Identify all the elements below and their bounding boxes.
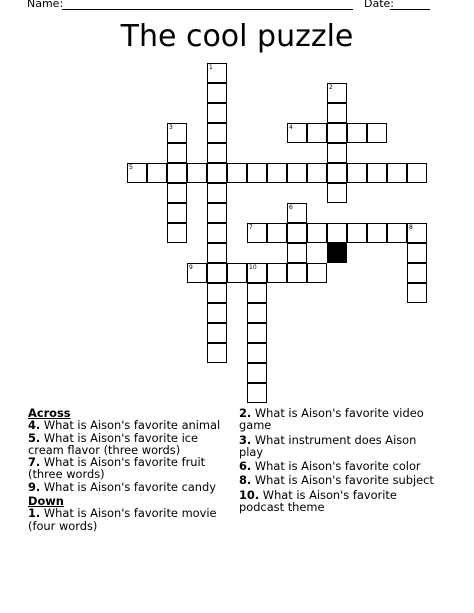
down-clue: 1. What is Aison's favorite movie (four words) <box>28 506 217 533</box>
grid-cell[interactable] <box>327 223 347 243</box>
grid-cell[interactable] <box>247 343 267 363</box>
grid-cell[interactable] <box>327 183 347 203</box>
grid-cell[interactable] <box>327 163 347 183</box>
grid-cell[interactable] <box>327 123 347 143</box>
grid-cell[interactable] <box>267 223 287 243</box>
grid-cell[interactable] <box>167 163 187 183</box>
grid-cell[interactable] <box>407 263 427 283</box>
across-clue: 7. What is Aison's favorite fruit (three words) <box>28 455 206 482</box>
grid-cell[interactable] <box>347 163 367 183</box>
grid-cell[interactable] <box>147 163 167 183</box>
grid-cell[interactable] <box>167 123 187 143</box>
grid-cell[interactable] <box>367 123 387 143</box>
grid-cell[interactable] <box>207 203 227 223</box>
clue-number: 5 <box>129 164 133 171</box>
date-label: Date: <box>364 0 394 10</box>
grid-cell[interactable] <box>307 123 327 143</box>
grid-cell[interactable] <box>327 83 347 103</box>
grid-cell[interactable] <box>207 183 227 203</box>
grid-cell[interactable] <box>347 223 367 243</box>
across-clue: 4. What is Aison's favorite animal <box>28 418 221 433</box>
down-clue: 8. What is Aison's favorite subject <box>239 473 434 488</box>
puzzle-title: The cool puzzle <box>120 19 354 54</box>
grid-cell[interactable] <box>207 223 227 243</box>
grid-cell[interactable] <box>167 183 187 203</box>
clue-number: 8 <box>409 224 413 231</box>
down-clue: 2. What is Aison's favorite video game <box>239 406 424 433</box>
grid-cell[interactable] <box>287 163 307 183</box>
grid-cell[interactable] <box>207 303 227 323</box>
grid-cell[interactable] <box>307 223 327 243</box>
grid-cell[interactable] <box>387 223 407 243</box>
clue-number: 10 <box>249 264 257 271</box>
clue-number: 6 <box>289 204 293 211</box>
grid-cell[interactable] <box>207 243 227 263</box>
grid-cell[interactable] <box>207 103 227 123</box>
clue-number: 9 <box>189 264 193 271</box>
grid-cell[interactable] <box>247 323 267 343</box>
grid-cell[interactable] <box>267 263 287 283</box>
grid-cell[interactable] <box>247 363 267 383</box>
grid-cell[interactable] <box>287 203 307 223</box>
grid-cell[interactable] <box>407 223 427 243</box>
grid-cell[interactable] <box>207 323 227 343</box>
grid-cell[interactable] <box>307 163 327 183</box>
grid-cell[interactable] <box>407 243 427 263</box>
grid-cell[interactable] <box>327 103 347 123</box>
grid-cell[interactable] <box>207 123 227 143</box>
grid-cell[interactable] <box>407 163 427 183</box>
clue-number: 2 <box>329 84 333 91</box>
grid-cell[interactable] <box>367 163 387 183</box>
grid-cell[interactable] <box>247 163 267 183</box>
grid-cell[interactable] <box>247 283 267 303</box>
name-label: Name: <box>27 0 64 10</box>
grid-cell[interactable] <box>167 223 187 243</box>
across-clue: 5. What is Aison's favorite ice cream flavor (three words) <box>28 430 198 457</box>
clue-number: 1 <box>209 64 213 71</box>
down-clue: 6. What is Aison's favorite color <box>239 459 421 474</box>
clue-number: 3 <box>169 124 173 131</box>
clue-number: 7 <box>249 224 253 231</box>
across-clue: 9. What is Aison's favorite candy <box>28 479 216 494</box>
grid-cell[interactable] <box>167 203 187 223</box>
grid-cell[interactable] <box>387 163 407 183</box>
grid-cell[interactable] <box>207 283 227 303</box>
down-clue: 10. What is Aison's favorite podcast theme <box>239 487 397 515</box>
clues-right-column <box>239 407 444 513</box>
grid-cell[interactable] <box>227 163 247 183</box>
clues-left-column <box>28 407 228 532</box>
grid-cell[interactable] <box>287 123 307 143</box>
down-clue: 3. What instrument does Aison play <box>239 432 417 459</box>
grid-cell[interactable] <box>207 163 227 183</box>
grid-cell[interactable] <box>207 263 227 283</box>
grid-cell[interactable] <box>287 263 307 283</box>
across-heading: Across <box>28 406 71 420</box>
grid-cell[interactable] <box>127 163 147 183</box>
grid-cell[interactable] <box>167 143 187 163</box>
grid-cell[interactable] <box>267 163 287 183</box>
grid-cell[interactable] <box>327 143 347 163</box>
grid-cell[interactable] <box>287 223 307 243</box>
grid-cell[interactable] <box>307 263 327 283</box>
grid-cell[interactable] <box>247 303 267 323</box>
grid-cell[interactable] <box>247 223 267 243</box>
grid-cell[interactable] <box>247 263 267 283</box>
grid-cell[interactable] <box>287 243 307 263</box>
grid-cell[interactable] <box>207 343 227 363</box>
grid-cell[interactable] <box>227 263 247 283</box>
down-heading: Down <box>28 494 64 509</box>
grid-cell[interactable] <box>207 83 227 103</box>
grid-cell[interactable] <box>187 163 207 183</box>
grid-cell[interactable] <box>247 383 267 403</box>
across-clue-list <box>28 419 228 493</box>
grid-cell[interactable] <box>207 63 227 83</box>
grid-cell[interactable] <box>367 223 387 243</box>
grid-cell[interactable] <box>407 283 427 303</box>
grid-cell[interactable] <box>347 123 367 143</box>
clue-number: 4 <box>289 124 293 131</box>
black-cell <box>327 243 347 263</box>
grid-cell[interactable] <box>207 143 227 163</box>
grid-cell[interactable] <box>187 263 207 283</box>
